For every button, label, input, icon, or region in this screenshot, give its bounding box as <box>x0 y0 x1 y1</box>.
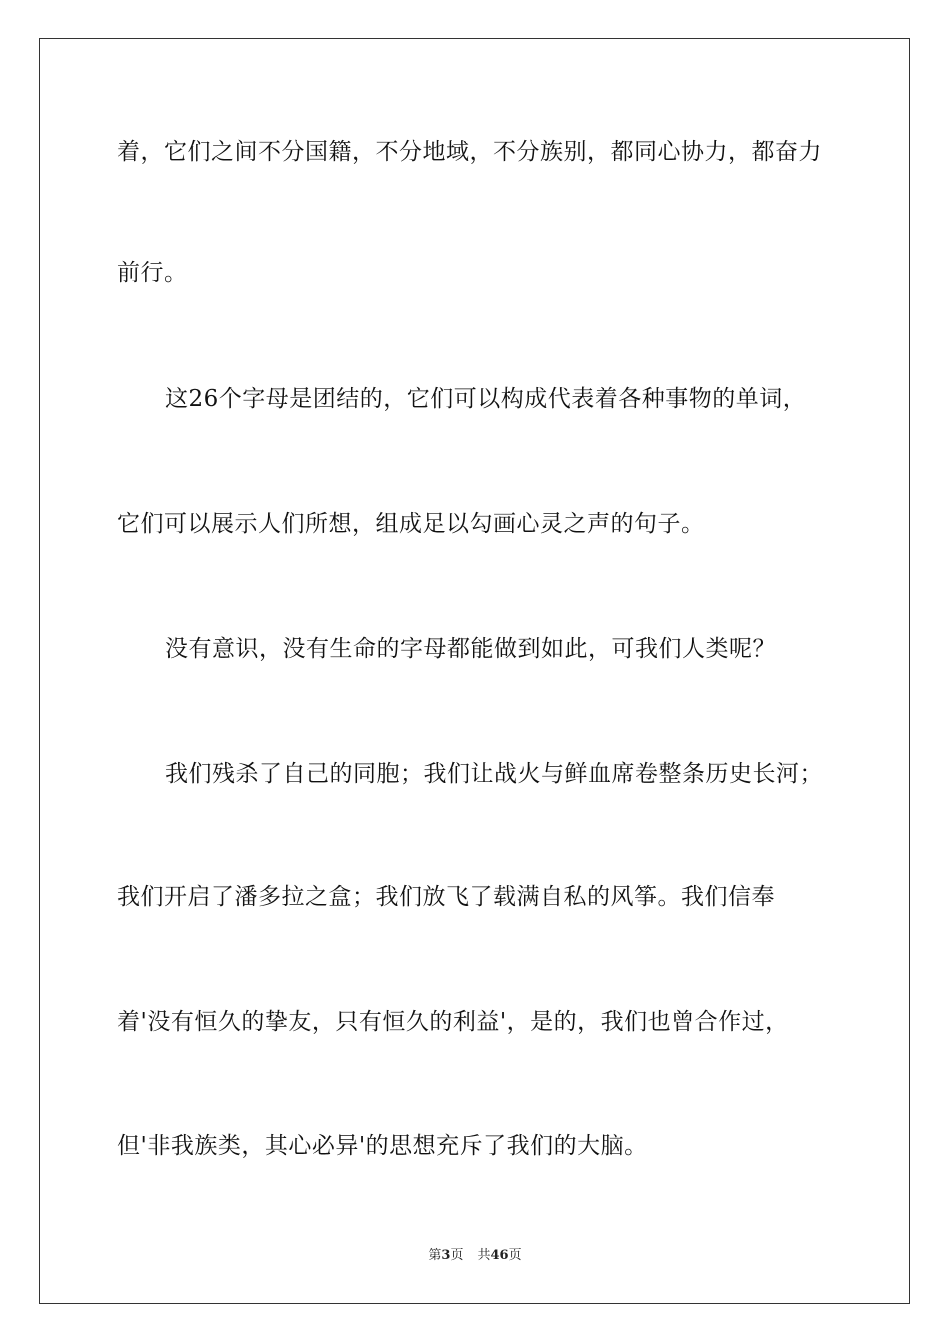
paragraph-1-line-2: 前行。 <box>117 260 188 286</box>
paragraph-3-line-1: 没有意识，没有生命的字母都能做到如此，可我们人类呢？ <box>165 636 776 662</box>
footer-total-prefix: 共 <box>477 1248 491 1263</box>
page-footer <box>0 1248 950 1264</box>
total-pages-number: 46 <box>490 1248 509 1263</box>
footer-page-suffix: 页 <box>450 1248 464 1263</box>
page-border <box>39 38 910 1304</box>
paragraph-2-line-1: 这26个字母是团结的，它们可以构成代表着各种事物的单词， <box>165 386 807 412</box>
footer-total-suffix: 页 <box>508 1248 522 1263</box>
paragraph-4-line-4: 但'非我族类，其心必异'的思想充斥了我们的大脑。 <box>117 1133 648 1159</box>
paragraph-4-line-1: 我们残杀了自己的同胞；我们让战火与鲜血席卷整条历史长河； <box>165 761 823 787</box>
paragraph-2-line-2: 它们可以展示人们所想，组成足以勾画心灵之声的句子。 <box>117 511 705 537</box>
paragraph-4-line-3: 着'没有恒久的挚友，只有恒久的利益'，是的，我们也曾合作过， <box>117 1009 789 1035</box>
paragraph-4-line-2: 我们开启了潘多拉之盒；我们放飞了载满自私的风筝。我们信奉 <box>117 884 775 910</box>
paragraph-1-line-1: 着，它们之间不分国籍，不分地域，不分族别，都同心协力，都奋力 <box>117 139 822 165</box>
footer-prefix: 第 <box>428 1248 442 1263</box>
current-page-number: 3 <box>441 1248 451 1263</box>
